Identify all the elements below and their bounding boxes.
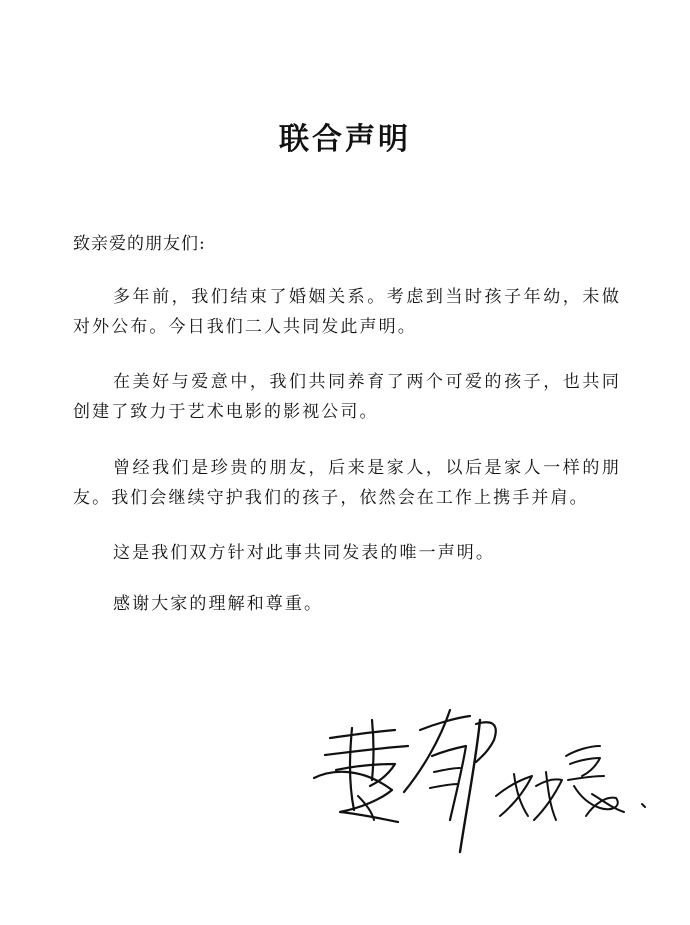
paragraph-4: 这是我们双方针对此事共同发表的唯一声明。	[113, 543, 495, 563]
handwritten-signature	[300, 700, 660, 860]
salutation: 致亲爱的朋友们:	[73, 234, 206, 254]
paragraph-2: 在美好与爱意中，我们共同养育了两个可爱的孩子，也共同创建了致力于艺术电影的影视公司。	[73, 372, 621, 422]
paragraph-1: 多年前，我们结束了婚姻关系。考虑到当时孩子年幼，未做对外公布。今日我们二人共同发此声明。	[73, 287, 621, 337]
statement-title: 联合声明	[279, 122, 411, 157]
paragraph-3: 曾经我们是珍贵的朋友，后来是家人，以后是家人一样的朋友。我们会继续守护我们的孩子，依然会在工作上携手并肩。	[73, 458, 621, 508]
paragraph-5: 感谢大家的理解和尊重。	[113, 594, 324, 614]
